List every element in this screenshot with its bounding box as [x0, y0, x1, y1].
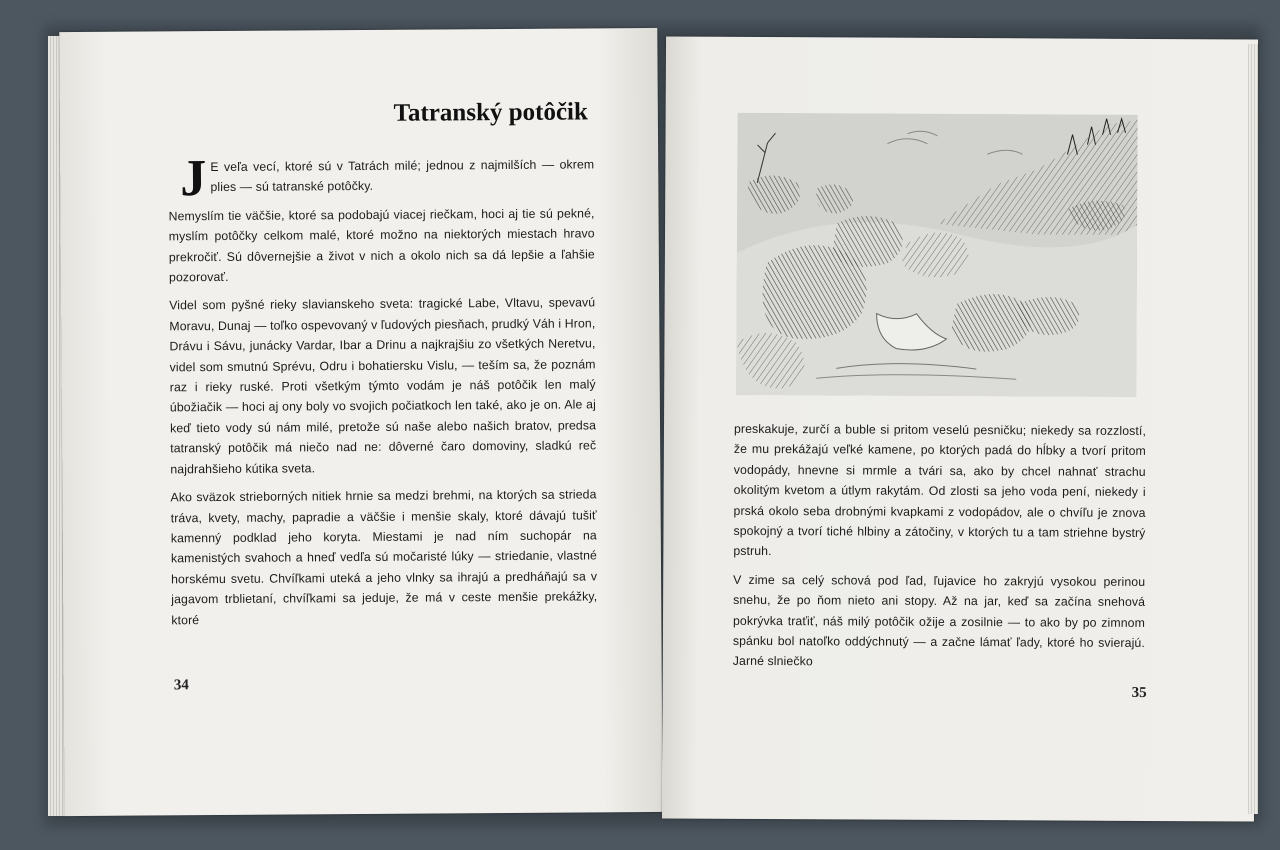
paragraph: J E veľa vecí, ktoré sú v Tatrách milé; jednou z najmilších — okrem plies — sú tatranské potôčky. [180, 150, 595, 208]
page-number: 34 [173, 677, 189, 694]
page-number: 35 [1131, 684, 1147, 701]
drop-cap: J [180, 150, 207, 208]
mountain-stream-illustration [736, 113, 1137, 397]
left-text-block [168, 150, 598, 638]
paragraph: Ako sväzok strieborných nitiek hrnie sa medzi brehmi, na ktorých sa strieda tráva, kvety, machy, papradie a väčšie i menšie skaly, ktoré dávajú tušiť kamenný podklad jeho koryta. Miestami je nad ním suchopár na kamenistých svahoch a hneď vedľa sú močaristé lúky — striedanie, vlastné horskému svetu. Chvíľkami uteká a jeho vlnky sa ihrajú a predháňajú sa v jagavom trblietaní, chvíľkami sa jeduje, že má v ceste menšie prekážky, ktoré [170, 487, 598, 627]
left-page [59, 28, 662, 816]
chapter-title: Tatranský potôčik [393, 98, 588, 127]
page-stack-right [1248, 44, 1258, 814]
paragraph: V zime sa celý schová pod ľad, ľujavice ho zakryjú vysokou perinou snehu, že po ňom nieto ani stopy. Až na jar, keď sa začína snehová pokrývka traťiť, náš milý potôčik ožije a zosilnie — to ako by po zimnom spánku bol natoľko oddýchnutý — a začne lámať ľady, ktoré ho svierajú. Jarné slniečko [732, 572, 1146, 669]
right-text-block [733, 419, 1146, 682]
paragraph: preskakuje, zurčí a buble si pritom veselú pesničku; niekedy sa rozzlostí, že mu prekážajú veľké kamene, po ktorých padá do hĺbky a tvorí pritom vodopády, hnevne si mrmle a tvári sa, ako by chcel nahnať strachu okolitým kvetom a útlym rakytám. Od zlosti sa jeho voda pení, niekedy i prská okolo seba drobnými kvapkami z vodopádov, ale o chvíľu je znova spokojný a tvorí tiché hlbiny a zátočiny, v ktorých tu a tam striehne bystrý pstruh. [733, 421, 1147, 559]
paragraph: Nemyslím tie väčšie, ktoré sa podobajú viacej riečkam, hoci aj tie sú pekné, myslím potôčky celkom malé, ktoré možno na niektorých miestach hravo prekročiť. Sú dôvernejšie a život v nich a okolo nich sa dá lepšie a ľahšie pozorovať. [168, 206, 595, 285]
right-page [662, 36, 1258, 821]
paragraph: Videl som pyšné rieky slavianskeho sveta: tragické Labe, Vltavu, spevavú Moravu, Dunaj — toľko ospevovaný v ľudových piesňach, prudký Váh i Hron, Drávu i Sávu, junácky Vardar, Ibar a Drinu a najkrajšiu zo všetkých Neretvu, videl som smutnú Sprévu, Odru i bohatiersku Vislu, — teším sa, že poznám raz i rieky ruské. Proti všetkým týmto vodám je náš potôčik len malý úbožiačik — hoci aj ony boly vo svojich počiatkoch len také, ako je on. Ale aj keď tieto vody sú nám milé, pretože sú naše alebo našich bratov, predsa tatranský potôčik má niečo nad ne: dôverné čaro domoviny, sladkú reč najdrahšieho kútika sveta. [169, 295, 597, 477]
